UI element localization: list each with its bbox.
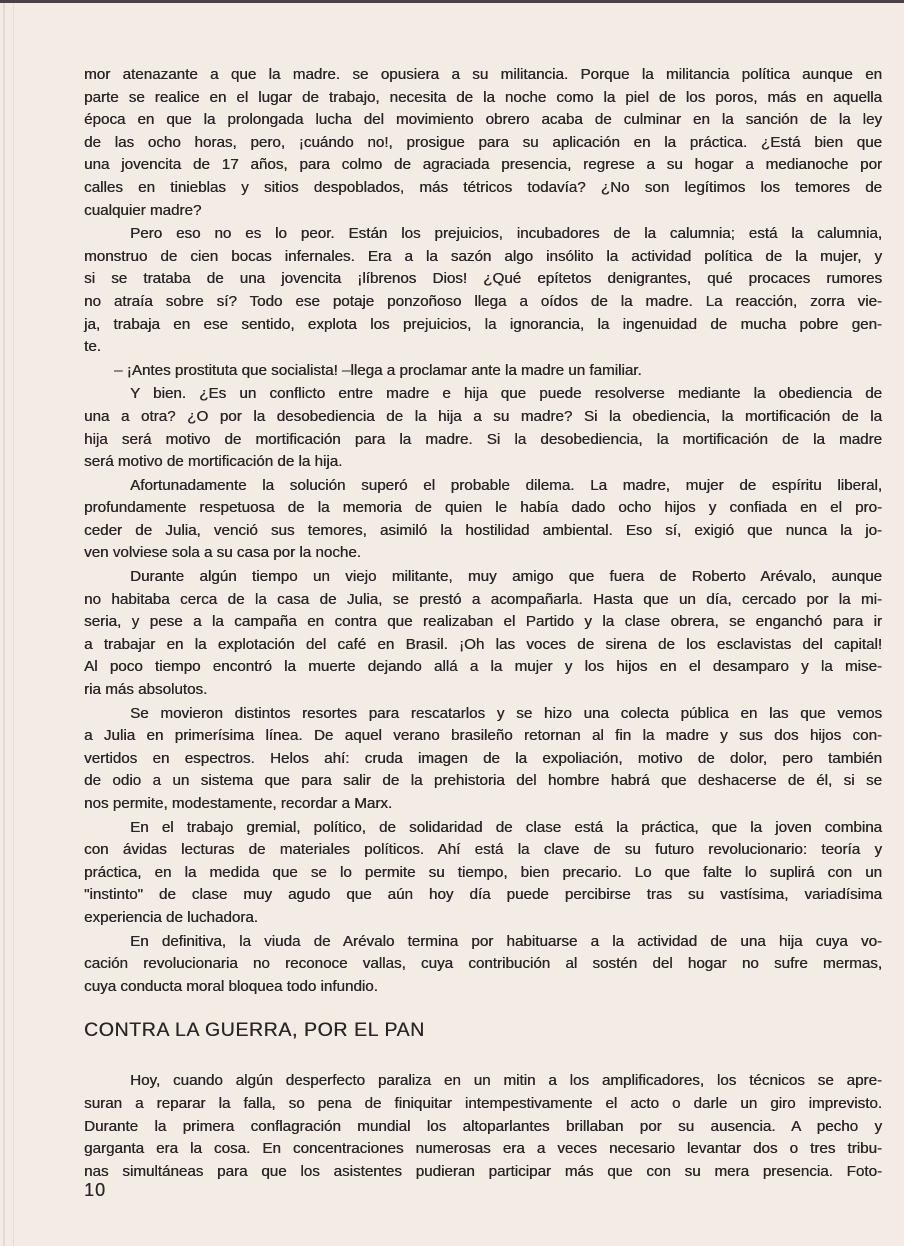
text-line: será motivo de mortificación de la hija. [84,453,343,471]
text-line: nas simultáneas para que los asistentes pudieran participar más que con su mera presencia. Foto- [84,1162,882,1180]
text-line: seria, y pese a la campaña en contra que realizaban el Partido y la clase obrera, se enganchó para ir [84,613,882,631]
page-number: 10 [84,1180,107,1200]
paragraph [84,931,882,999]
text-line: cación revolucionaria no reconoce vallas, cuya contribución al sostén del hogar no sufre mermas, [84,955,882,973]
text-line: te. [84,338,101,356]
text-line: Y bien. ¿Es un conflicto entre madre e hija que puede resolverse mediante la obediencia de [130,385,882,403]
text-line: vertidos en espectros. Helos ahí: cruda imagen de la expoliación, motivo de dolor, pero también [84,749,882,767]
text-line: a Julia en primerísima línea. De aquel verano brasileño retornan al fin la madre y sus dos hijos con- [84,727,882,745]
text-line: Se movieron distintos resortes para rescatarlos y se hizo una colecta pública en las que vemos [130,704,882,722]
text-line: de las ocho horas, pero, ¡cuándo no!, prosigue para su aplicación en la práctica. ¿Está bien que [84,133,882,151]
page-body [84,63,882,1183]
paragraph [84,566,882,702]
text-line: a trabajar en la explotación del café en Brasil. ¡Oh las voces de sirena de los esclavistas del capital! [84,635,882,653]
text-line: Durante la primera conflagración mundial los altoparlantes brillaban por su ausencia. A pecho y [84,1117,882,1135]
section-paragraphs [84,1070,882,1183]
paragraph [84,383,882,473]
text-line: ceder de Julia, venció sus temores, asimiló la hostilidad ambiental. Eso sí, exigió que nunca la jo- [84,521,882,539]
text-line: En definitiva, la viuda de Arévalo termina por habituarse a la actividad de una hija cuya vo- [130,932,882,950]
text-line: una a otra? ¿O por la desobediencia de la hija a su madre? Si la obediencia, la mortificación de la [84,407,882,425]
paragraph [84,703,882,816]
binding-edge-line [13,3,14,1246]
text-line: profundamente respetuosa de la memoria de quien le había dado ocho hijos y confiada en el pro- [84,499,882,517]
text-line: ja, trabaja en ese sentido, explota los prejuicios, la ignorancia, la ingenuidad de mucha pobre gen- [84,315,882,333]
text-line: ven volviese sola a su casa por la noche. [84,544,361,562]
text-line: si se trataba de una jovencita ¡líbrenos Dios! ¿Qué epítetos denigrantes, qué procaces rumores [84,270,882,288]
text-line: de odio a un sistema que para salir de la prehistoria del hombre habrá que deshacerse de él, si se [84,772,882,790]
page-top-edge [0,0,904,3]
text-line: no atraía sobre sí? Todo ese potaje ponzoñoso llega a oídos de la madre. La reacción, zorra vie- [84,292,882,310]
text-line: "instinto" de clase muy agudo que aún hoy día puede percibirse tras su vastísima, variadísima [84,886,882,904]
text-line: Al poco tiempo encontró la muerte dejando allá a la mujer y los hijos en el desamparo y la mise- [84,658,882,676]
section-heading: CONTRA LA GUERRA, POR EL PAN [84,1019,425,1042]
paragraph [84,817,882,930]
text-line: cuya conducta moral bloquea todo infundio. [84,977,378,995]
paragraph [84,64,882,222]
text-line: Hoy, cuando algún desperfecto paraliza en un mitin a los amplificadores, los técnicos se apre- [130,1072,882,1090]
text-line: parte se realice en el lugar de trabajo, necesita de la noche como la piel de los poros, más en aquella [84,88,882,106]
body-paragraphs [84,64,882,998]
text-line: nos permite, modestamente, recordar a Marx. [84,795,393,812]
text-line: no habitaba cerca de la casa de Julia, se prestó a acompañarla. Hasta que un día, cercado por la mi- [84,590,882,608]
binding-edge [3,3,5,1246]
text-line: Pero eso no es lo peor. Están los prejuicios, incubadores de la calumnia; está la calumnia, [130,225,882,243]
text-line: En el trabajo gremial, político, de solidaridad de clase está la práctica, que la joven combina [130,818,882,836]
text-line: calles en tinieblas y sitios despoblados, más tétricos todavía? ¿No son legítimos los temores de [84,178,882,196]
paragraph [84,475,882,565]
paragraph [84,223,882,359]
dialogue-paragraph [84,360,882,383]
text-line: cualquier madre? [84,201,202,219]
text-line: garganta era la cosa. En concentraciones numerosas era a veces necesario levantar dos o tres tribu- [84,1140,882,1158]
text-line: práctica, en la medida que se lo permite su tiempo, bien precario. Lo que falte lo suplirá con un [84,863,882,881]
text-line: hija será motivo de mortificación para la madre. Si la desobediencia, la mortificación de la madre [84,430,882,448]
text-line: una jovencita de 17 años, para colmo de agraciada presencia, regrese a su hogar a medianoche por [84,156,882,174]
text-line: ria más absolutos. [84,681,208,699]
text-line: época en que la prolongada lucha del movimiento obrero acaba de culminar en la sanción de la ley [84,111,882,129]
text-line: experiencia de luchadora. [84,908,258,926]
paragraph [84,1070,882,1183]
text-line: Afortunadamente la solución superó el probable dilema. La madre, mujer de espíritu liberal, [130,476,882,494]
text-line: mor atenazante a que la madre. se opusiera a su militancia. Porque la militancia política aunque en [84,66,882,83]
text-line: – ¡Antes prostituta que socialista! –llega a proclamar ante la madre un familiar. [114,361,642,379]
text-line: monstruo de cien bocas infernales. Era a la sazón algo insólito la actividad política de la mujer, y [84,247,882,265]
text-line: suran a reparar la falla, so pena de finiquitar intempestivamente el acto o darle un giro imprevisto. [84,1094,882,1112]
text-line: Durante algún tiempo un viejo militante, muy amigo que fuera de Roberto Arévalo, aunque [130,568,882,586]
text-line: con ávidas lecturas de materiales políticos. Ahí está la clave de su futuro revolucionario: teoría y [84,841,882,859]
